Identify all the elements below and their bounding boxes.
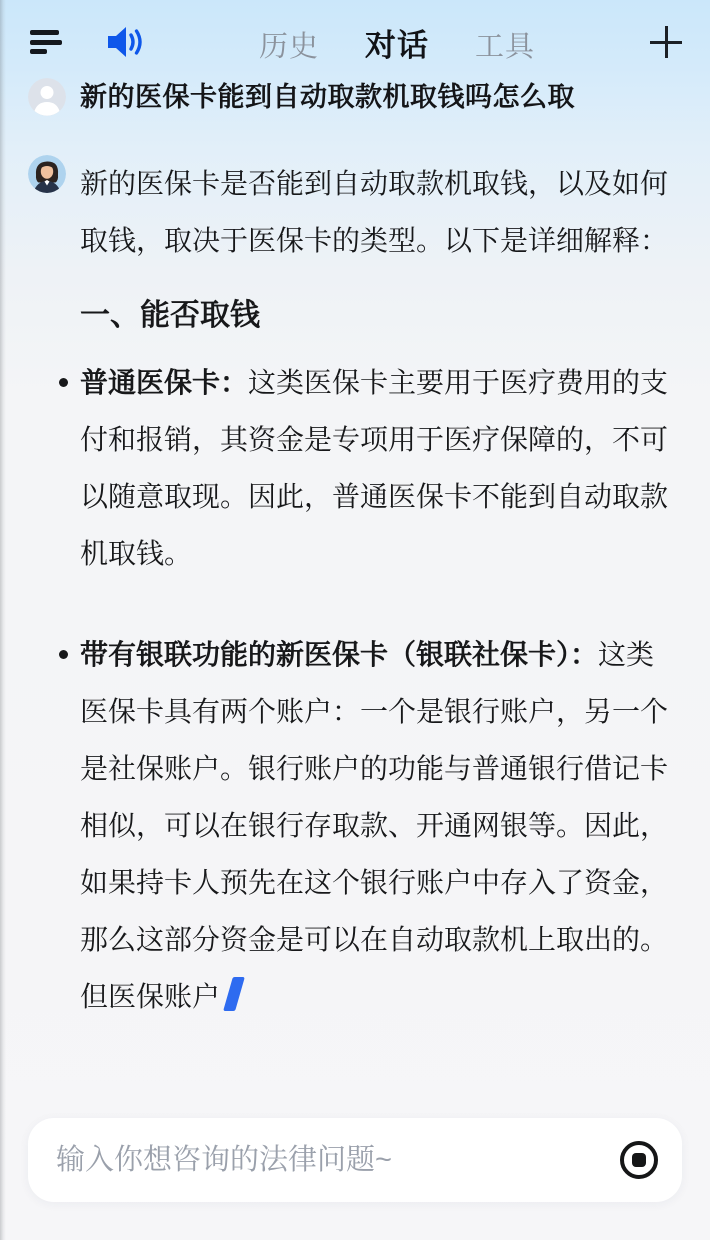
assistant-intro-paragraph: 新的医保卡是否能到自动取款机取钱，以及如何取钱，取决于医保卡的类型。以下是详细解释： xyxy=(80,168,669,256)
tab-tools[interactable]: 工具 xyxy=(475,30,536,63)
user-avatar xyxy=(28,78,66,116)
tab-history[interactable]: 历史 xyxy=(258,30,319,63)
tab-dialogue[interactable]: 对话 xyxy=(365,27,429,63)
bullet-item-regular-card xyxy=(80,354,672,582)
assistant-message xyxy=(80,155,672,1025)
bullet-label: 带有银联功能的新医保卡（银联社保卡）： xyxy=(80,639,599,670)
assistant-avatar xyxy=(28,155,66,193)
top-bar xyxy=(0,0,710,72)
speaker-icon-svg xyxy=(105,24,145,60)
new-chat-plus-icon[interactable] xyxy=(648,24,684,60)
stop-icon xyxy=(632,1153,646,1167)
stop-generating-button[interactable] xyxy=(620,1141,658,1179)
ai-message-row xyxy=(28,155,682,1025)
menu-icon[interactable] xyxy=(30,28,64,56)
user-message-text: 新的医保卡能到自动取款机取钱吗怎么取 xyxy=(80,82,575,112)
typing-cursor xyxy=(223,977,245,1011)
user-avatar-silhouette-icon xyxy=(28,78,66,116)
message-input-bar xyxy=(28,1118,682,1202)
assistant-section-heading: 一、能否取钱 xyxy=(80,299,260,332)
tab-bar xyxy=(146,20,648,65)
question-input[interactable] xyxy=(56,1144,620,1177)
speaker-icon[interactable] xyxy=(104,22,146,62)
chat-area xyxy=(0,78,710,1025)
bullet-item-unionpay-card xyxy=(80,626,672,1025)
assistant-bullet-list xyxy=(80,354,672,1025)
bullet-label: 普通医保卡： xyxy=(80,367,249,398)
user-message-row xyxy=(28,78,682,116)
bullet-text: 这类医保卡主要用于医疗费用的支付和报销，其资金是专项用于医疗保障的，不可以随意取现。因此，普通医保卡不能到自动取款机取钱。 xyxy=(80,367,669,569)
bullet-text: 这类医保卡具有两个账户：一个是银行账户，另一个是社保账户。银行账户的功能与普通银行借记卡相似，可以在银行存取款、开通网银等。因此，如果持卡人预先在这个银行账户中存入了资金，那么这部分资金是可以在自动取款机上取出的。但医保账户 xyxy=(80,639,669,1012)
assistant-avatar-image xyxy=(28,155,66,193)
